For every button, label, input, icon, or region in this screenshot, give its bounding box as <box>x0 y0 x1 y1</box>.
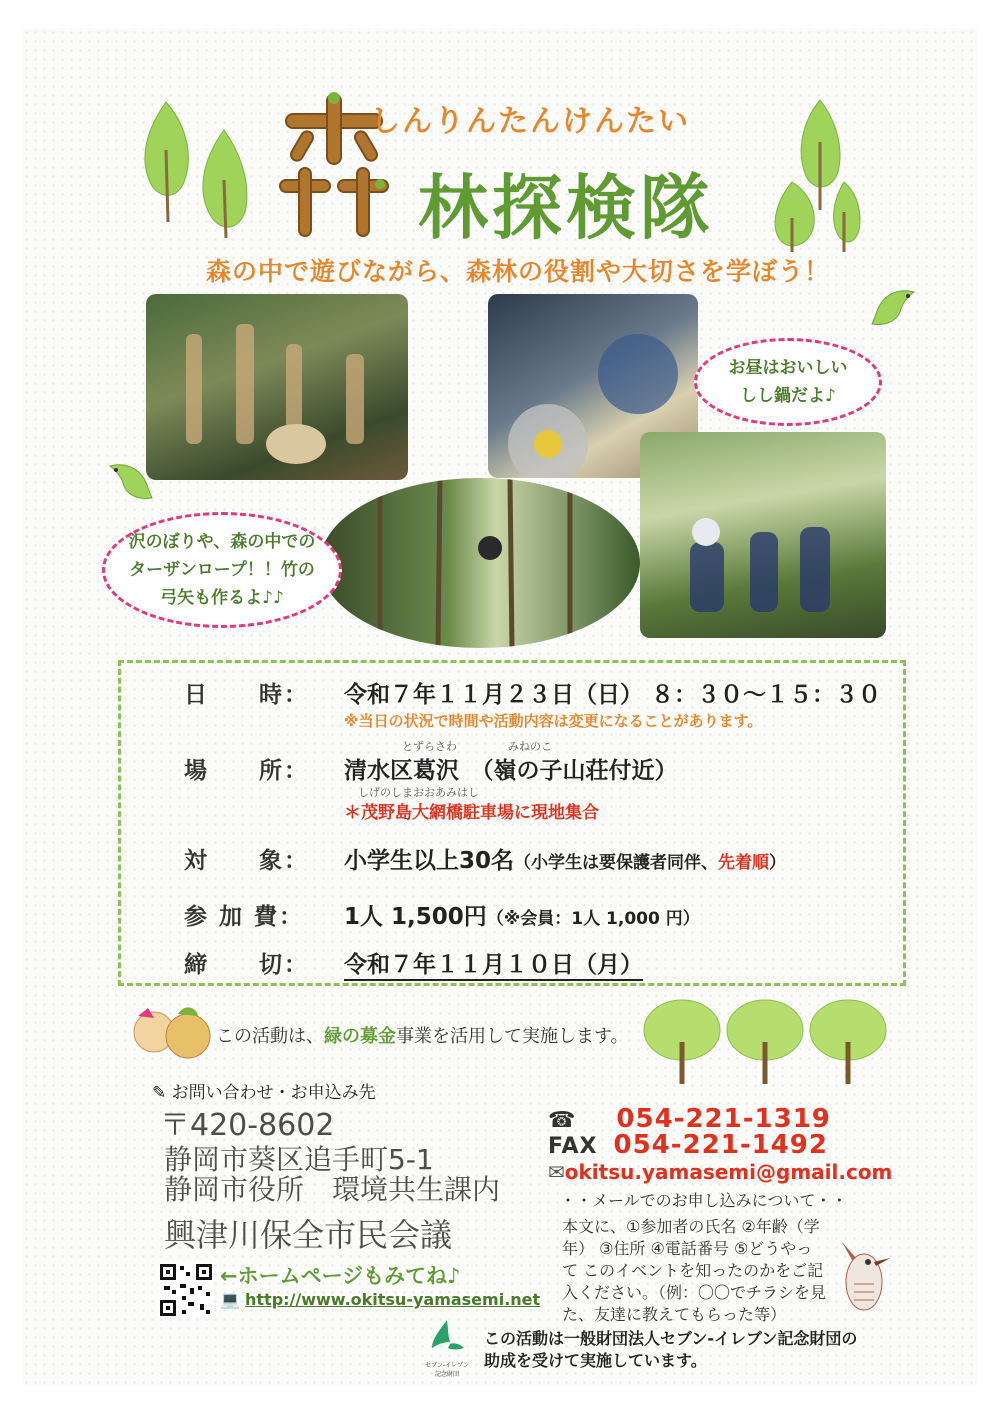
speech-bubble-lunch: お昼はおいしい しし鍋だよ♪ <box>694 338 882 426</box>
place-ruby-tozurasawa: とずらさわ <box>402 740 457 753</box>
mail-icon: ✉ <box>548 1160 565 1184</box>
target-value: 小学生以上30名 <box>344 848 515 874</box>
mascot-characters-icon <box>128 1004 212 1064</box>
green-fund-label: 緑の募金 <box>324 1026 396 1047</box>
tagline: 森の中で遊びながら、森林の役割や大切さを学ぼう！ <box>206 257 831 286</box>
photo-bamboo-archery <box>640 432 886 638</box>
speech-bubble-activities: 沢のぼりや、森の中での ターザンロープ！！竹の 弓矢も作るよ♪♪ <box>102 512 342 628</box>
qr-code-icon[interactable] <box>158 1262 214 1318</box>
seven-eleven-foundation-logo <box>424 1318 470 1362</box>
photo-kids-log-cutting <box>146 294 408 480</box>
photo-tarzan-rope <box>320 478 640 648</box>
place-label: 場 所： <box>184 758 309 784</box>
meet-ruby: しげのしまおおあみはし <box>358 786 479 799</box>
fee-line <box>344 898 700 931</box>
sponsor-statement: この活動は一般財団法人セブン-イレブン記念財団の 助成を受けて実施しています。 <box>484 1329 858 1370</box>
date-label: 日 時： <box>184 682 309 708</box>
homepage-note: ←ホームページもみてね♪ <box>220 1264 461 1288</box>
homepage-link[interactable]: http://www.okitsu-yamasemi.net <box>245 1290 541 1309</box>
laptop-icon: 💻 <box>220 1290 240 1309</box>
email-address[interactable]: okitsu.yamasemi@gmail.com <box>564 1160 893 1184</box>
email-row <box>548 1160 892 1184</box>
telephone-icon: ☎ <box>548 1108 577 1133</box>
target-line: 小学生以上30名（小学生は要保護者同伴、先着順） <box>344 848 787 874</box>
fee-member-note: （※会員：1人 1,000 円） <box>486 909 700 929</box>
mail-instructions-heading: ・・メールでのお申し込みについて・・ <box>560 1191 848 1210</box>
deadline-label: 締 切： <box>184 952 309 978</box>
kingfisher-bird-icon <box>834 1234 894 1324</box>
organization-name: 興津川保全市民会議 <box>164 1216 453 1254</box>
meeting-point: ＊茂野島大網橋駐車場に現地集合 <box>344 803 599 823</box>
postal-code: 〒420-8602 <box>160 1108 335 1143</box>
deadline-value: 令和７年１１月１０日（月） <box>344 946 643 981</box>
target-note: （小学生は要保護者同伴、 <box>514 853 719 873</box>
green-bird-icon <box>866 284 926 334</box>
tel-number[interactable]: 054-221-1319 <box>616 1104 831 1134</box>
place-value: 清水区葛沢 （嶺の子山荘付近） <box>344 758 678 784</box>
tree-cluster-left-icon <box>128 90 258 240</box>
fund-statement: この活動は、緑の募金事業を活用して実施します。 <box>216 1026 629 1047</box>
pen-icon: ✎ <box>152 1083 167 1103</box>
mail-instructions-body: 本文に、①参加者の氏名 ②年齢（学年） ③住所 ④電話番号 ⑤どうやって このイベントを知ったのかをご記入ください。（例：〇〇でチラシを見た、友達に教えてもらった等） <box>562 1217 827 1324</box>
green-bird-icon <box>100 458 160 510</box>
sponsor-logo-caption: セブン-イレブン記念財団 <box>425 1362 469 1378</box>
tree-cluster-right-icon <box>752 92 862 252</box>
page-title: 林探検隊 <box>418 167 714 249</box>
date-note: ※当日の状況で時間や活動内容は変更になることがあります。 <box>344 712 763 730</box>
fee-label: 参 加 費： <box>184 904 305 930</box>
address: 静岡市葵区追手町5-1 <box>164 1143 434 1176</box>
fax-row <box>548 1130 828 1160</box>
three-trees-icon <box>640 996 890 1086</box>
fee-value: 1人 1,500円 <box>344 904 487 930</box>
fax-label: FAX <box>548 1134 598 1159</box>
contact-heading: お問い合わせ・お申込み先 <box>171 1083 376 1103</box>
first-come-note: 先着順 <box>718 853 770 873</box>
date-value: 令和７年１１月２３日（日） ８：３０～１５：３０ <box>344 682 882 708</box>
target-label: 対 象： <box>184 848 309 874</box>
place-ruby-minenoko: みねのこ <box>508 740 552 753</box>
fax-number: 054-221-1492 <box>613 1130 828 1160</box>
homepage-link-row <box>220 1290 540 1309</box>
office-name: 静岡市役所 環境共生課内 <box>164 1173 501 1206</box>
subtitle-reading: しんりんたんけんたい <box>370 104 690 139</box>
